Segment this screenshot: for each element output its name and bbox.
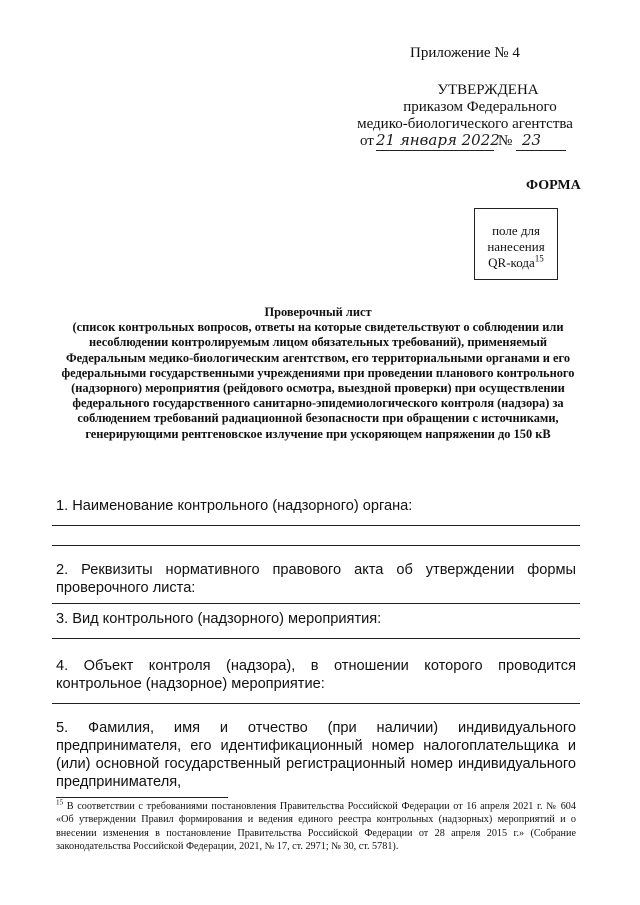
- number-underline: [516, 150, 566, 151]
- fill-line: [52, 525, 580, 526]
- item-2-legal-act: 2. Реквизиты нормативного правового акта об утверждении формы проверочного листа:: [56, 562, 576, 596]
- fill-line: [52, 545, 580, 546]
- title-heading: Проверочный лист: [264, 305, 372, 319]
- item-5-entrepreneur: 5. Фамилия, имя и отчество (при наличии) индивидуального предпринимателя, его идентификационный номер налогоплательщика и (или) основной государственный регистрационный номер индивидуального предпринимателя,: [56, 720, 576, 790]
- number-sign: №: [498, 133, 513, 149]
- order-line-2: медико-биологического агентства: [357, 116, 573, 132]
- approved-label: УТВЕРЖДЕНА: [437, 82, 539, 98]
- date-underline: [376, 150, 494, 151]
- number-handwritten: 23: [522, 131, 542, 149]
- form-label: ФОРМА: [526, 178, 581, 193]
- qr-footnote-mark: 15: [534, 253, 544, 264]
- order-date-line: [360, 131, 575, 153]
- fill-line: [52, 603, 580, 604]
- footnote-separator: [56, 797, 228, 798]
- qr-code-field: [474, 208, 558, 280]
- fill-line: [52, 638, 580, 639]
- appendix-label: Приложение № 4: [410, 45, 520, 61]
- fill-line: [52, 703, 580, 704]
- footnote-text: В соответствии с требованиями постановления Правительства Российской Федерации от 16 апреля 2021 г. № 604 «Об утверждении Правил формирования и ведения единого реестра контрольных (надзорных) мероприятий и о внесении изменения в постановление Правительства Российской Федерации от 28 апреля 2015 г.» (Собрание законодательства Российской Федерации, 2021, № 17, ст. 2971; № 30, ст. 5781).: [56, 801, 576, 853]
- item-4-control-object: 4. Объект контроля (надзора), в отношении которого проводится контрольное (надзорное) мероприятие:: [56, 658, 576, 692]
- date-prefix: от: [360, 133, 374, 149]
- footnote: [56, 800, 576, 854]
- document-title: [52, 305, 584, 442]
- title-body: (список контрольных вопросов, ответы на которые свидетельствуют о соблюдении или несоблюдении контролируемым лицом обязательных требований), применяемый Федеральным медико-биологическим агентством, его территориальными органами и его федеральными государственными учреждениями при проведении планового контрольного (надзорного) мероприятия (рейдового осмотра, выездной проверки) при осуществлении федерального государственного санитарно-эпидемиологического контроля (надзора) за соблюдением требований радиационной безопасности при обращении с источниками, генерирующими рентгеновское излучение при ускоряющем напряжении до 150 кВ: [61, 320, 575, 441]
- qr-field-text: поле для нанесения QR-кода: [487, 223, 545, 270]
- item-3-event-type: 3. Вид контрольного (надзорного) мероприятия:: [56, 611, 382, 627]
- item-1-control-body: 1. Наименование контрольного (надзорного) органа:: [56, 498, 413, 514]
- footnote-mark: 15: [56, 798, 64, 807]
- date-handwritten: 21 января 2022: [376, 131, 500, 149]
- order-line-1: приказом Федерального: [403, 99, 557, 115]
